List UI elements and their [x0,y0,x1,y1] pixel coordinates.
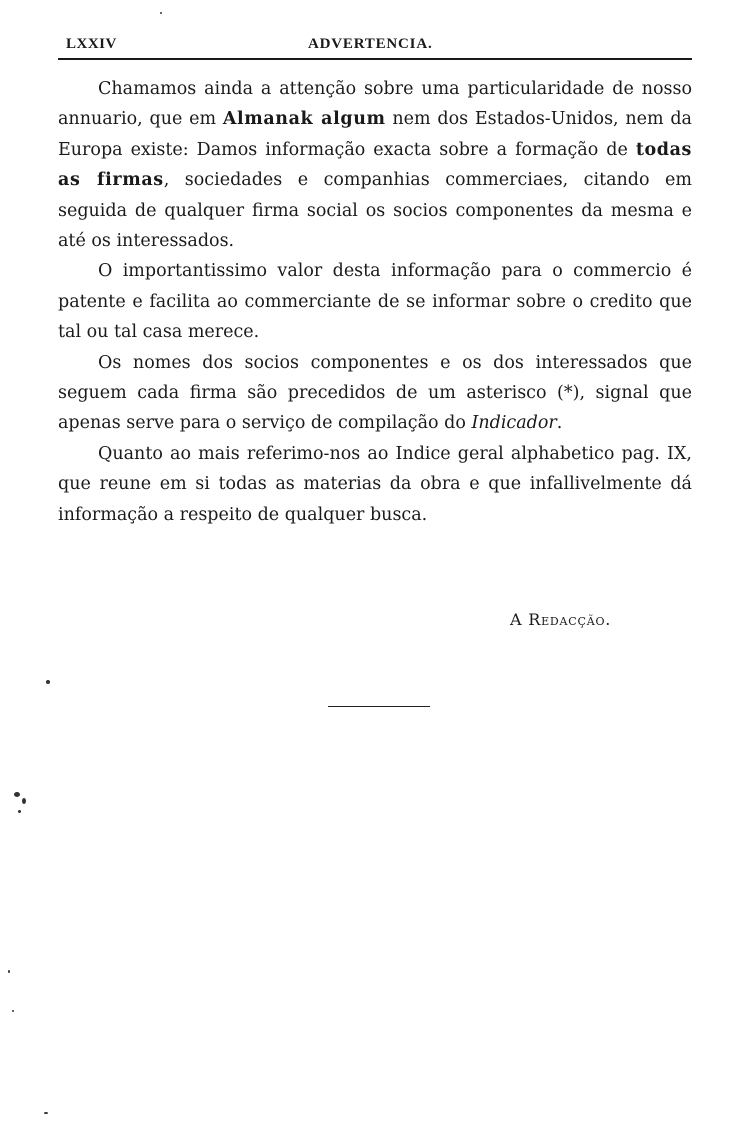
paragraph-3-text-a: Os nomes dos socios componentes e os dos interessados que seguem cada firma são precedidos de um asterisco (*), signal que apenas serve para o serviço de compilação do [58,352,692,434]
scan-speck [18,810,21,813]
paragraph-4 [58,439,692,530]
scan-speck [14,792,20,797]
end-rule [328,706,430,707]
paragraph-2-text: O importantissimo valor desta informação para o commercio é patente e facilita ao commerciante de se informar sobre o credito que tal ou tal casa merece. [58,261,692,343]
scan-speck [160,12,162,14]
paragraph-2 [58,256,692,347]
page-number: LXXIV [66,36,117,52]
paragraph-3-text-b: . [556,413,563,434]
scan-speck [44,1112,48,1114]
signature: A Redacção. [510,610,612,629]
body-text [58,74,692,530]
paragraph-3 [58,348,692,439]
paragraph-1-text-c: , sociedades e companhias commerciaes, citando em seguida de qualquer firma social os socios componentes da mesma e até os interessados. [58,170,692,252]
page-header [58,34,692,60]
scan-speck [46,680,50,684]
emphasis-todas-as-firmas: todas as firmas [58,139,692,191]
emphasis-indicador: Indicador [471,413,557,434]
running-title: ADVERTENCIA. [308,36,433,52]
scan-speck [22,798,26,804]
header-rule [58,58,692,60]
paragraph-4-text: Quanto ao mais referimo-nos ao Indice geral alphabetico pag. IX, que reune em si todas as materias da obra e que infallivelmente dá informação a respeito de qualquer busca. [58,443,692,525]
paragraph-1-text-b: nem dos Estados-Unidos, nem da Europa existe: Damos informação exacta sobre a formação de [58,109,692,160]
scan-speck [8,970,10,973]
paragraph-1 [58,74,692,256]
emphasis-almanak-algum: Almanak algum [222,109,386,130]
scan-speck [12,1010,14,1012]
paragraph-1-text-a: Chamamos ainda a attenção sobre uma particularidade de nosso annuario, que em [58,79,692,130]
